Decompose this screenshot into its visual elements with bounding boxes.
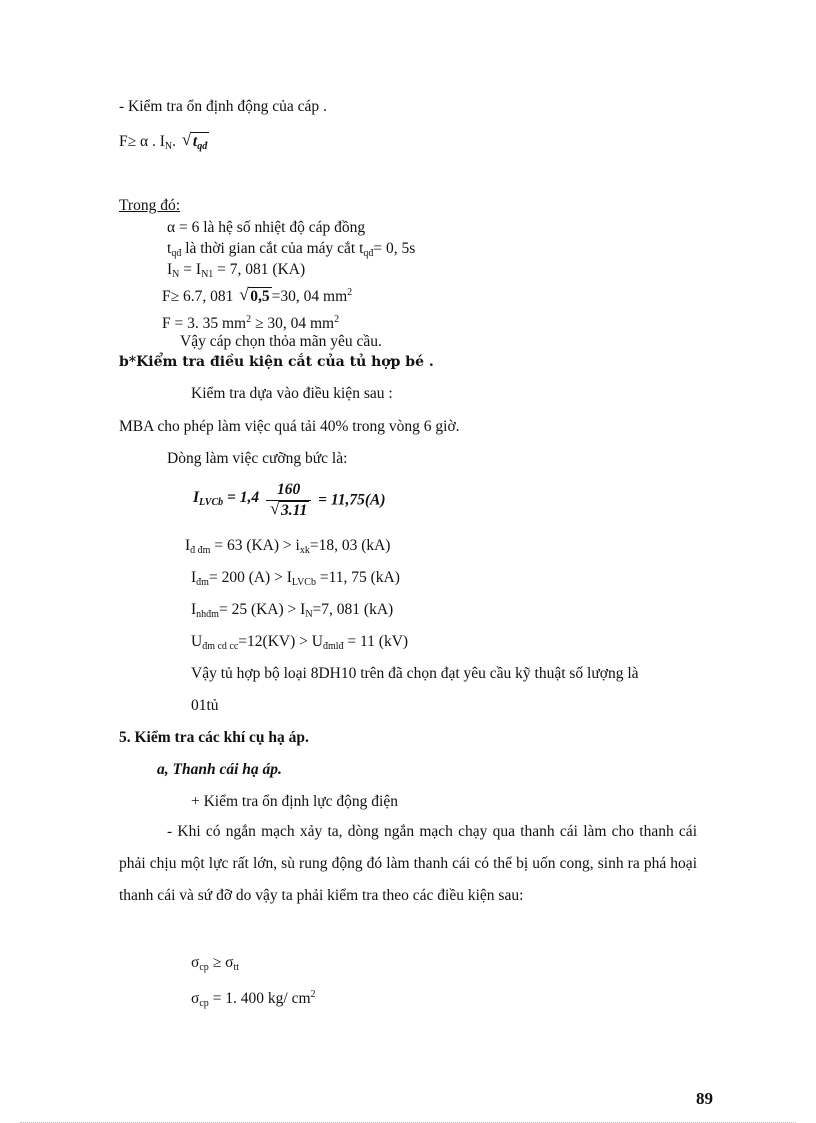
sqrt-symbol	[182, 133, 209, 156]
alpha-line: α = 6 là hệ số nhiệt độ cáp đồng	[167, 219, 366, 236]
dynamic-force-check: + Kiểm tra ổn định lực động điện	[191, 793, 398, 810]
cable-dynamic-check-heading: - Kiểm tra ổn định động của cáp .	[119, 98, 327, 115]
busbar-paragraph: - Khi có ngắn mạch xảy ta, dòng ngắn mạch chạy qua thanh cái làm cho thanh cái phải chịu một lực rất lớn, sù rung động đó làm thanh cái có thể bị uốn cong, sinh ra phá hoại thanh cái và sứ đỡ do vậy ta phải kiểm tra theo các điều kiện sau:	[119, 823, 697, 904]
cable-conclusion: Vậy cáp chọn thỏa mãn yêu cầu.	[180, 333, 382, 350]
f-result-line: F = 3. 35 $mm^2 \ge 30$, 04 $mm^2$	[162, 314, 340, 332]
sqrt-radicand: $t_{qđ}$	[192, 133, 208, 152]
cond-1: $I_{đ đm} = 63$ $(KA) > i_{xk}=18$, 03 (kA)	[185, 537, 391, 556]
in-line: $I_N = I_{N1} = 7$, 081 (KA)	[167, 261, 306, 280]
fraction: 160 √ 3.11	[266, 480, 311, 521]
sigma-condition: $\sigma_{cp} \ge \sigma_{tt}$	[191, 954, 239, 973]
where-label: Trong đó:	[119, 197, 181, 214]
busbar-subheading: a, Thanh cái hạ áp.	[157, 761, 282, 778]
f-calc-line: F≥ 6.7, 081 √ 0,5 =30, 04 $mm^2$	[162, 284, 352, 306]
current-line: Dòng làm việc cưỡng bức là:	[167, 450, 348, 467]
formula-left: F≥ α . I	[119, 133, 165, 150]
lvcb-equation: $I_{LVCb} = 1,4$ 160 √ 3.11 = 11,75(A)	[193, 480, 386, 521]
cond-3: $I_{nhđm}= 25$ $(KA) > I_N=7$, 081 (kA)	[191, 601, 394, 620]
cabinet-conclusion-2: 01tủ	[191, 697, 219, 714]
formula-sub: N	[164, 141, 173, 152]
check-intro: Kiểm tra dựa vào điều kiện sau :	[191, 385, 393, 402]
cut-condition-heading: b*Kiểm tra điều kiện cắt của tủ hợp bé .	[119, 354, 434, 370]
cond-2: $I_{đm}= 200$ $(A) > I_{LVCb} =11$, 75 (kA)	[191, 569, 400, 588]
cable-formula	[119, 133, 209, 156]
t-line: $t_{qđ}$ là thời gian cắt của máy cắt $t_{qđ}= 0$, 5s	[167, 240, 416, 259]
formula-dot: .	[172, 133, 177, 150]
page-number: 89	[696, 1089, 713, 1108]
sqrt-symbol: √ 0,5	[239, 288, 271, 306]
cabinet-conclusion-1: Vậy tủ hợp bộ loại 8DH10 trên đã chọn đạt yêu cầu kỹ thuật số lượng là	[191, 665, 639, 682]
sigma-value: $\sigma_{cp} = 1$. 400 kg/ $cm^2$	[191, 989, 316, 1009]
low-voltage-heading: 5. Kiểm tra các khí cụ hạ áp.	[119, 729, 309, 746]
cond-4: $U_{đm cd cc}=12(KV) > U_{đmlđ} = 11$ (kV)	[191, 633, 409, 652]
mba-line: MBA cho phép làm việc quá tải 40% trong vòng 6 giờ.	[119, 418, 460, 435]
